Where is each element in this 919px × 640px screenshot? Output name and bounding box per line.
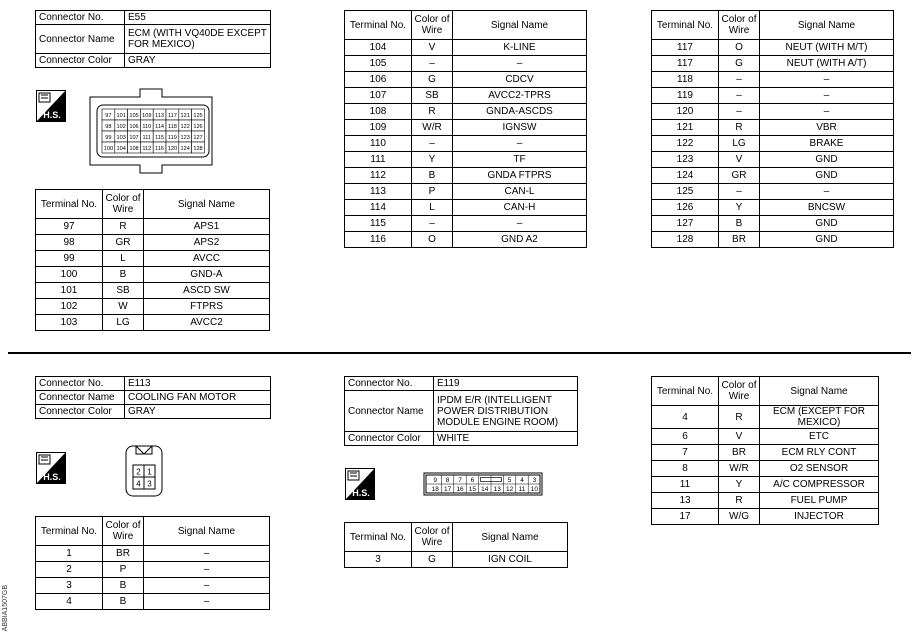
e113-pin-table <box>35 516 270 610</box>
table-row <box>652 406 879 429</box>
connector-color-label: Connector Color <box>36 54 125 68</box>
e55-face-pin: 114 <box>155 124 165 130</box>
connector-no-label: Connector No. <box>36 377 125 391</box>
wire-color-cell: – <box>412 216 453 232</box>
e55-face-pin: 113 <box>155 113 165 119</box>
e119-face-pin: 14 <box>481 486 489 493</box>
signal-name-cell: GND-A <box>144 267 270 283</box>
signal-name-cell: INJECTOR <box>760 509 879 525</box>
table-row <box>652 200 894 216</box>
e119-face-pin: 12 <box>505 486 514 493</box>
terminal-no-header: Terminal No. <box>345 523 412 552</box>
terminal-no-cell: 108 <box>345 104 412 120</box>
terminal-no-cell: 2 <box>36 562 103 578</box>
terminal-no-cell: 111 <box>345 152 412 168</box>
terminal-no-cell: 107 <box>345 88 412 104</box>
e119-face-pin: 10 <box>530 486 539 493</box>
e55-face-pin: 110 <box>142 124 152 130</box>
table-row <box>652 184 894 200</box>
e55-face-pin: 126 <box>193 124 203 130</box>
wire-color-cell: O <box>719 40 760 56</box>
wire-color-cell: V <box>719 429 760 445</box>
signal-name-cell: AVCC <box>144 251 270 267</box>
signal-name-cell: IGNSW <box>453 120 587 136</box>
e113-connector-name: COOLING FAN MOTOR <box>125 391 271 405</box>
terminal-no-header: Terminal No. <box>36 517 103 546</box>
signal-name-cell: TF <box>453 152 587 168</box>
e55-face-pin: 106 <box>129 124 139 130</box>
terminal-no-cell: 118 <box>652 72 719 88</box>
wire-color-cell: – <box>719 72 760 88</box>
e55-face-pin: 100 <box>103 146 114 152</box>
signal-name-cell: BNCSW <box>760 200 894 216</box>
table-row <box>36 251 270 267</box>
wire-color-cell: SB <box>103 283 144 299</box>
signal-name-cell: – <box>453 136 587 152</box>
table-row <box>652 232 894 248</box>
e113-connector-color: GRAY <box>125 405 271 419</box>
e55-connector-no: E55 <box>125 11 271 25</box>
signal-name-cell: A/C COMPRESSOR <box>760 477 879 493</box>
signal-name-cell: AVCC2 <box>144 315 270 331</box>
e55-face-pin: 103 <box>116 135 126 141</box>
signal-name-cell: GNDA-ASCDS <box>453 104 587 120</box>
hs-icon <box>36 452 66 484</box>
table-row <box>36 219 270 235</box>
table-row <box>345 200 587 216</box>
e119-face-pin: 7 <box>458 477 462 484</box>
e119-face-pin: 4 <box>520 477 524 484</box>
signal-name-cell: VBR <box>760 120 894 136</box>
e55-face-pin: 105 <box>129 113 139 119</box>
terminal-no-cell: 117 <box>652 56 719 72</box>
terminal-no-cell: 104 <box>345 40 412 56</box>
hs-icon <box>36 90 66 122</box>
signal-name-cell: CDCV <box>453 72 587 88</box>
e55-face-pin: 117 <box>167 113 177 119</box>
table-row <box>652 493 879 509</box>
terminal-no-cell: 128 <box>652 232 719 248</box>
e119-face-pin: 16 <box>456 486 464 493</box>
e119-connector-no: E119 <box>434 377 578 391</box>
color-of-wire-header: Color of Wire <box>103 190 144 219</box>
table-row <box>345 136 587 152</box>
e55-face-pin: 98 <box>105 124 112 130</box>
e119-face-pin: 8 <box>445 477 450 484</box>
wire-color-cell: – <box>719 88 760 104</box>
e119-face-pin: 6 <box>470 477 475 484</box>
e113-face-pin: 1 <box>147 467 152 477</box>
signal-name-cell: GND <box>760 168 894 184</box>
signal-name-cell: GND <box>760 216 894 232</box>
signal-name-cell: GND <box>760 232 894 248</box>
table-row <box>345 168 587 184</box>
e55-pin-table-b <box>344 10 587 248</box>
signal-name-cell: – <box>144 594 270 610</box>
table-row <box>652 56 894 72</box>
signal-name-header: Signal Name <box>760 11 894 40</box>
e55-face-pin: 107 <box>129 135 139 141</box>
wire-color-cell: – <box>412 136 453 152</box>
e119-face-pin: 3 <box>532 477 537 484</box>
wire-color-cell: Y <box>719 200 760 216</box>
table-row <box>345 232 587 248</box>
e119-face-pin: 9 <box>433 477 438 484</box>
wire-color-cell: SB <box>412 88 453 104</box>
e55-face-pin: 99 <box>105 135 112 141</box>
terminal-no-cell: 117 <box>652 40 719 56</box>
signal-name-cell: FUEL PUMP <box>760 493 879 509</box>
terminal-no-cell: 127 <box>652 216 719 232</box>
e55-connector-face <box>88 88 214 174</box>
e119-face-pin: 15 <box>468 486 477 493</box>
table-row <box>652 168 894 184</box>
table-row <box>345 120 587 136</box>
wire-color-cell: V <box>719 152 760 168</box>
signal-name-cell: – <box>144 562 270 578</box>
wire-color-cell: G <box>719 56 760 72</box>
wire-color-cell: LG <box>719 136 760 152</box>
table-row <box>652 104 894 120</box>
e113-connector-no: E113 <box>125 377 271 391</box>
terminal-no-cell: 3 <box>36 578 103 594</box>
terminal-no-cell: 109 <box>345 120 412 136</box>
wire-color-cell: Y <box>719 477 760 493</box>
wire-color-cell: B <box>103 578 144 594</box>
color-of-wire-header: Color of Wire <box>412 523 453 552</box>
e119-connector-face <box>423 472 543 496</box>
wire-color-cell: O <box>412 232 453 248</box>
signal-name-cell: APS2 <box>144 235 270 251</box>
wire-color-cell: GR <box>103 235 144 251</box>
table-row <box>652 136 894 152</box>
e55-face-pin: 125 <box>193 113 203 119</box>
table-row <box>345 552 568 568</box>
table-row <box>652 429 879 445</box>
e55-face-pin: 127 <box>193 135 203 141</box>
wire-color-cell: G <box>412 552 453 568</box>
wire-color-cell: L <box>103 251 144 267</box>
hs-label: H.S. <box>43 110 61 120</box>
wire-color-cell: G <box>412 72 453 88</box>
e119-connector-name: IPDM E/R (INTELLIGENT POWER DISTRIBUTION MODULE ENGINE ROOM) <box>434 391 578 432</box>
table-row <box>36 283 270 299</box>
terminal-no-cell: 120 <box>652 104 719 120</box>
signal-name-cell: CAN-H <box>453 200 587 216</box>
table-row <box>36 267 270 283</box>
connector-name-label: Connector Name <box>345 391 434 432</box>
terminal-no-cell: 99 <box>36 251 103 267</box>
terminal-no-cell: 8 <box>652 461 719 477</box>
color-of-wire-header: Color of Wire <box>719 377 760 406</box>
table-row <box>36 594 270 610</box>
wire-color-cell: V <box>412 40 453 56</box>
signal-name-cell: IGN COIL <box>453 552 568 568</box>
e55-pin-table-a <box>35 189 270 331</box>
signal-name-cell: AVCC2-TPRS <box>453 88 587 104</box>
table-row <box>652 461 879 477</box>
terminal-no-cell: 6 <box>652 429 719 445</box>
wire-color-cell: – <box>412 56 453 72</box>
e119-pin-table-b <box>651 376 879 525</box>
table-row <box>652 120 894 136</box>
e119-face-pin: 5 <box>507 477 512 484</box>
wire-color-cell: B <box>412 168 453 184</box>
wire-color-cell: B <box>103 594 144 610</box>
e113-face-pin: 2 <box>136 467 141 477</box>
terminal-no-cell: 126 <box>652 200 719 216</box>
wire-color-cell: P <box>412 184 453 200</box>
signal-name-cell: GND <box>760 152 894 168</box>
e55-face-pin: 108 <box>129 146 139 152</box>
signal-name-header: Signal Name <box>760 377 879 406</box>
terminal-no-cell: 4 <box>652 406 719 429</box>
wire-color-cell: Y <box>412 152 453 168</box>
table-row <box>36 578 270 594</box>
terminal-no-cell: 110 <box>345 136 412 152</box>
terminal-no-cell: 97 <box>36 219 103 235</box>
e119-pin-table-a <box>344 522 568 568</box>
color-of-wire-header: Color of Wire <box>412 11 453 40</box>
table-row <box>345 104 587 120</box>
signal-name-cell: – <box>760 88 894 104</box>
signal-name-cell: – <box>760 72 894 88</box>
e119-face-pin: 13 <box>493 486 501 493</box>
terminal-no-cell: 103 <box>36 315 103 331</box>
hs-label: H.S. <box>352 488 370 498</box>
table-row <box>345 56 587 72</box>
signal-name-cell: ECM RLY CONT <box>760 445 879 461</box>
e55-face-pin: 122 <box>180 124 190 130</box>
wire-color-cell: W <box>103 299 144 315</box>
hs-icon <box>345 468 375 500</box>
wire-color-cell: W/R <box>412 120 453 136</box>
terminal-no-cell: 116 <box>345 232 412 248</box>
signal-name-cell: – <box>144 578 270 594</box>
terminal-no-cell: 123 <box>652 152 719 168</box>
color-of-wire-header: Color of Wire <box>719 11 760 40</box>
terminal-no-cell: 1 <box>36 546 103 562</box>
e55-pin-table-c <box>651 10 894 248</box>
e55-face-pin: 109 <box>142 113 152 119</box>
connector-name-label: Connector Name <box>36 25 125 54</box>
e119-connector-color: WHITE <box>434 432 578 446</box>
e55-face-pin: 104 <box>116 146 126 152</box>
e55-face-pin: 118 <box>167 124 177 130</box>
wire-color-cell: BR <box>719 445 760 461</box>
terminal-no-cell: 13 <box>652 493 719 509</box>
terminal-no-cell: 114 <box>345 200 412 216</box>
signal-name-cell: NEUT (WITH M/T) <box>760 40 894 56</box>
connector-no-label: Connector No. <box>345 377 434 391</box>
signal-name-cell: GNDA FTPRS <box>453 168 587 184</box>
signal-name-cell: GND A2 <box>453 232 587 248</box>
color-of-wire-header: Color of Wire <box>103 517 144 546</box>
terminal-no-cell: 124 <box>652 168 719 184</box>
terminal-no-cell: 100 <box>36 267 103 283</box>
wire-color-cell: LG <box>103 315 144 331</box>
signal-name-cell: – <box>760 184 894 200</box>
terminal-no-cell: 98 <box>36 235 103 251</box>
terminal-no-cell: 101 <box>36 283 103 299</box>
e55-face-pin: 112 <box>142 146 152 152</box>
table-row <box>36 562 270 578</box>
signal-name-cell: – <box>453 56 587 72</box>
table-row <box>345 152 587 168</box>
signal-name-cell: O2 SENSOR <box>760 461 879 477</box>
e113-connector-face <box>125 445 163 497</box>
table-row <box>652 72 894 88</box>
connector-name-label: Connector Name <box>36 391 125 405</box>
signal-name-cell: CAN-L <box>453 184 587 200</box>
terminal-no-header: Terminal No. <box>652 377 719 406</box>
wire-color-cell: W/R <box>719 461 760 477</box>
e55-face-pin: 119 <box>167 135 177 141</box>
e55-face-pin: 101 <box>116 113 126 119</box>
terminal-no-cell: 121 <box>652 120 719 136</box>
table-row <box>652 216 894 232</box>
wire-color-cell: B <box>103 267 144 283</box>
table-row <box>345 216 587 232</box>
terminal-no-cell: 119 <box>652 88 719 104</box>
table-row <box>652 88 894 104</box>
wire-color-cell: R <box>719 493 760 509</box>
terminal-no-header: Terminal No. <box>652 11 719 40</box>
table-row <box>345 88 587 104</box>
signal-name-cell: ASCD SW <box>144 283 270 299</box>
wire-color-cell: B <box>719 216 760 232</box>
e55-face-pin: 120 <box>167 146 178 152</box>
e55-face-pin: 124 <box>180 146 190 152</box>
connector-color-label: Connector Color <box>345 432 434 446</box>
signal-name-header: Signal Name <box>144 517 270 546</box>
terminal-no-cell: 105 <box>345 56 412 72</box>
table-row <box>652 152 894 168</box>
e55-face-pin: 121 <box>180 113 190 119</box>
e119-face-pin: 18 <box>431 486 439 493</box>
wire-color-cell: GR <box>719 168 760 184</box>
signal-name-cell: NEUT (WITH A/T) <box>760 56 894 72</box>
wire-color-cell: R <box>103 219 144 235</box>
figure-id: ABBIA1507GB <box>2 585 9 632</box>
signal-name-cell: ECM (EXCEPT FOR MEXICO) <box>760 406 879 429</box>
e55-face-pin: 111 <box>142 135 152 141</box>
wire-color-cell: W/G <box>719 509 760 525</box>
wire-color-cell: P <box>103 562 144 578</box>
terminal-no-cell: 7 <box>652 445 719 461</box>
terminal-no-cell: 113 <box>345 184 412 200</box>
signal-name-cell: FTPRS <box>144 299 270 315</box>
e55-info-table <box>35 10 271 68</box>
e55-face-pin: 128 <box>193 146 203 152</box>
table-row <box>36 235 270 251</box>
signal-name-header: Signal Name <box>453 11 587 40</box>
table-row <box>345 184 587 200</box>
e113-info-table <box>35 376 271 419</box>
hs-label: H.S. <box>43 472 61 482</box>
signal-name-cell: – <box>453 216 587 232</box>
e119-info-table <box>344 376 578 446</box>
e55-face-pin: 97 <box>105 113 112 119</box>
signal-name-cell: APS1 <box>144 219 270 235</box>
signal-name-header: Signal Name <box>144 190 270 219</box>
terminal-no-cell: 125 <box>652 184 719 200</box>
e55-face-pin: 102 <box>116 124 126 130</box>
table-row <box>36 315 270 331</box>
section-divider <box>8 352 911 354</box>
terminal-no-cell: 112 <box>345 168 412 184</box>
wire-color-cell: L <box>412 200 453 216</box>
e119-face-pin: 11 <box>518 486 526 493</box>
terminal-no-cell: 122 <box>652 136 719 152</box>
signal-name-header: Signal Name <box>453 523 568 552</box>
e55-face-pin: 123 <box>180 135 190 141</box>
wire-color-cell: R <box>719 406 760 429</box>
table-row <box>36 546 270 562</box>
table-row <box>345 40 587 56</box>
terminal-no-cell: 106 <box>345 72 412 88</box>
signal-name-cell: K-LINE <box>453 40 587 56</box>
signal-name-cell: – <box>760 104 894 120</box>
e55-face-pin: 116 <box>155 146 165 152</box>
table-row <box>36 299 270 315</box>
e113-face-pin: 3 <box>147 479 152 489</box>
wire-color-cell: BR <box>103 546 144 562</box>
terminal-no-cell: 11 <box>652 477 719 493</box>
table-row <box>652 509 879 525</box>
terminal-no-header: Terminal No. <box>36 190 103 219</box>
terminal-no-cell: 102 <box>36 299 103 315</box>
table-row <box>652 477 879 493</box>
signal-name-cell: – <box>144 546 270 562</box>
e55-connector-color: GRAY <box>125 54 271 68</box>
terminal-no-cell: 115 <box>345 216 412 232</box>
wire-color-cell: – <box>719 184 760 200</box>
terminal-no-header: Terminal No. <box>345 11 412 40</box>
terminal-no-cell: 4 <box>36 594 103 610</box>
signal-name-cell: BRAKE <box>760 136 894 152</box>
table-row <box>345 72 587 88</box>
connector-color-label: Connector Color <box>36 405 125 419</box>
signal-name-cell: ETC <box>760 429 879 445</box>
connector-no-label: Connector No. <box>36 11 125 25</box>
wire-color-cell: R <box>412 104 453 120</box>
wire-color-cell: – <box>719 104 760 120</box>
wire-color-cell: R <box>719 120 760 136</box>
e55-connector-name: ECM (WITH VQ40DE EXCEPT FOR MEXICO) <box>125 25 271 54</box>
wire-color-cell: BR <box>719 232 760 248</box>
table-row <box>652 445 879 461</box>
e55-face-pin: 115 <box>155 135 165 141</box>
e119-face-pin: 17 <box>443 486 452 493</box>
e113-face-pin: 4 <box>136 479 141 489</box>
terminal-no-cell: 3 <box>345 552 412 568</box>
terminal-no-cell: 17 <box>652 509 719 525</box>
table-row <box>652 40 894 56</box>
